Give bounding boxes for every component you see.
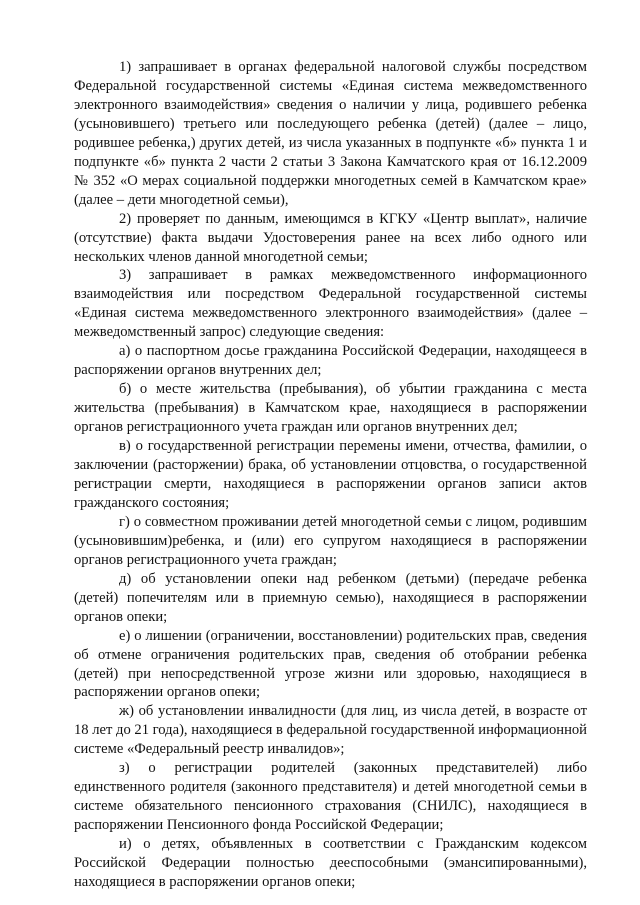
paragraph-item-2: 2) проверяет по данным, имеющимся в КГКУ «Центр выплат», наличие (отсутствие) факта выдачи Удостоверения ранее на всех либо одного или нескольких членов данной многодетной семьи; xyxy=(74,210,587,265)
subparagraph-i: и) о детях, объявленных в соответствии с Гражданским кодексом Российской Федерации полностью дееспособными (эмансипированными), находящиеся в распоряжении органов опеки; xyxy=(74,836,587,890)
subparagraph-z: з) о регистрации родителей (законных представителей) либо единственного родителя (законного представителя) и детей многодетной семьи в системе обязательного пенсионного страхования (СНИЛС), находящиеся в распоряжении Пенсионного фонда Российской Федерации; xyxy=(74,760,587,834)
subparagraph-e: е) о лишении (ограничении, восстановлении) родительских прав, сведения об отмене ограничения родительских прав, сведения об отобрании ребенка (детей) при непосредственной угрозе жизни или здоровью, находящиеся в распоряжении органов опеки; xyxy=(74,627,587,701)
subparagraph-d: д) об установлении опеки над ребенком (детьми) (передаче ребенка (детей) попечителям или в приемную семью), находящиеся в распоряжении органов опеки; xyxy=(74,570,587,625)
subparagraph-g: г) о совместном проживании детей многодетной семьи с лицом, родившим (усыновившим)ребенка, и (или) его супругом находящиеся в распоряжении органов регистрационного учета граждан; xyxy=(74,513,587,568)
subparagraph-b: б) о месте жительства (пребывания), об убытии гражданина с места жительства (пребывания) в Камчатском крае, находящиеся в распоряжении органов регистрационного учета граждан или органов внутренних дел; xyxy=(74,381,587,436)
subparagraph-v: в) о государственной регистрации перемены имени, отчества, фамилии, о заключении (расторжении) брака, об установлении отцовства, о государственной регистрации смерти, находящиеся в распоряжении органов записи актов гражданского состояния; xyxy=(74,438,587,511)
paragraph-item-3: 3) запрашивает в рамках межведомственного информационного взаимодействия или посредством Федеральной государственной системы «Единая система межведомственного электронного взаимодействия» (далее – межведомственный запрос) следующие сведения: xyxy=(74,267,587,341)
document-page xyxy=(74,58,587,892)
subparagraph-a: а) о паспортном досье гражданина Российской Федерации, находящееся в распоряжении органов внутренних дел; xyxy=(74,343,587,379)
paragraph-item-1: 1) запрашивает в органах федеральной налоговой службы посредством Федеральной государственной системы «Единая система межведомственного электронного взаимодействия» сведения о наличии у лица, родившего ребенка (усыновившего) третьего или последующего ребенка (детей) (далее – лицо, родившее ребенка,) других детей, из числа указанных в подпункте «б» пункта 1 и подпункте «б» пункта 2 части 2 статьи 3 Закона Камчатского края от 16.12.2009 № 352 «О мерах социальной поддержки многодетных семей в Камчатском крае» (далее – дети многодетной семьи), xyxy=(74,59,587,208)
subparagraph-zh: ж) об установлении инвалидности (для лиц, из числа детей, в возрасте от 18 лет до 21 года), находящиеся в федеральной государственной информационной системе «Федеральный реестр инвалидов»; xyxy=(74,703,587,758)
